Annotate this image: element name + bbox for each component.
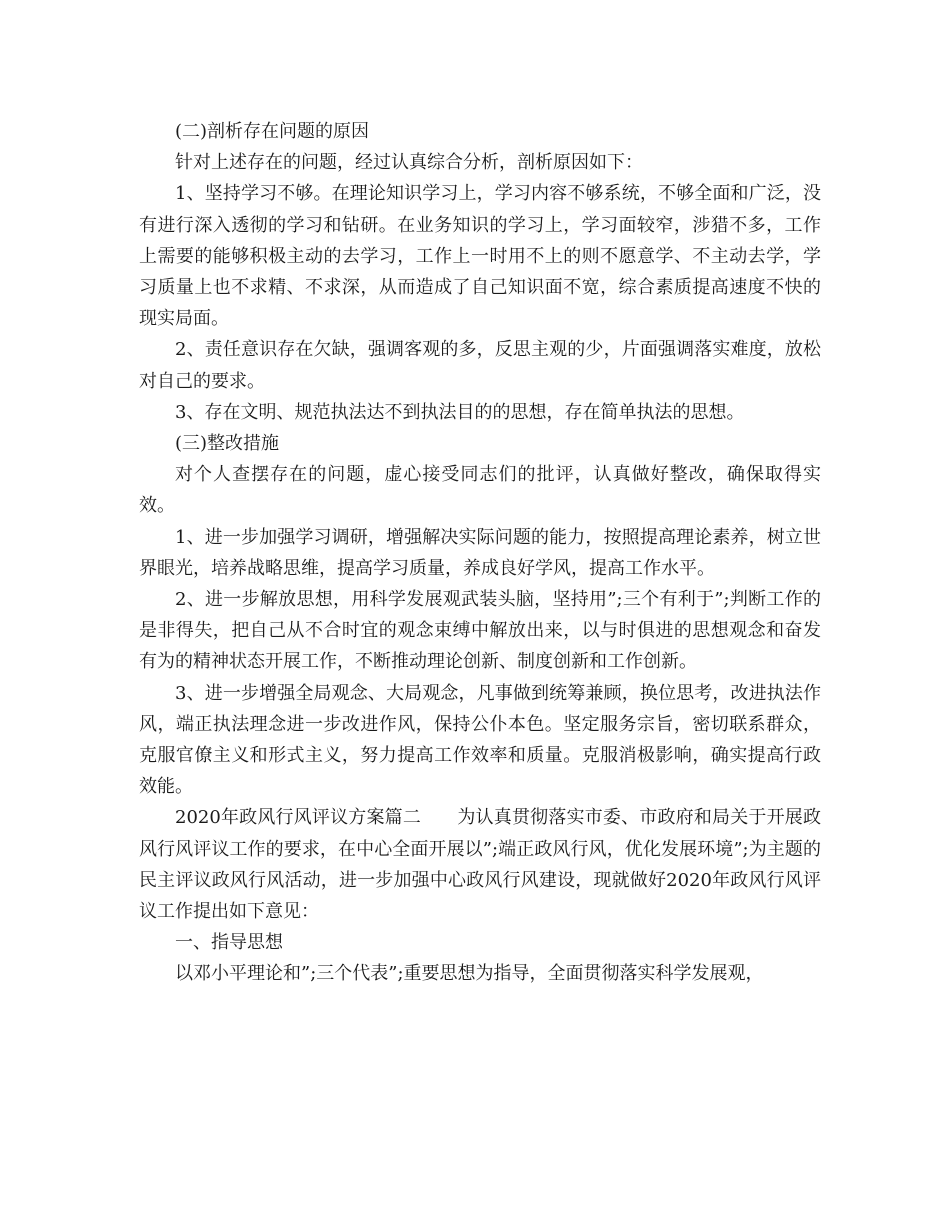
paragraph: 对个人查摆存在的问题，虚心接受同志们的批评，认真做好整改，确保取得实效。 [139, 464, 821, 517]
section-heading-guiding-thought: 一、指导思想 [175, 932, 283, 954]
paragraph: 2020年政风行风评议方案篇二 为认真贯彻落实市委、市政府和局关于开展政风行风评议工作的要求，在中心全面开展以”;端正政风行风，优化发展环境”;为主题的民主评议政风行风活动，进一步加强中心政风行风建设，现就做好2020年政风行风评议工作提出如下意见： [139, 807, 821, 923]
paragraph: 3、存在文明、规范执法达不到执法目的的思想，存在简单执法的思想。 [175, 401, 745, 423]
paragraph: 1、进一步加强学习调研，增强解决实际问题的能力，按照提高理论素养，树立世界眼光，培养战略思维，提高学习质量，养成良好学风，提高工作水平。 [139, 526, 821, 579]
paragraph: 3、进一步增强全局观念、大局观念，凡事做到统筹兼顾，换位思考，改进执法作风，端正执法理念进一步改进作风，保持公仆本色。坚定服务宗旨，密切联系群众，克服官僚主义和形式主义，努力提高工作效率和质量。克服消极影响，确实提高行政效能。 [139, 682, 821, 798]
paragraph: 1、坚持学习不够。在理论知识学习上，学习内容不够系统，不够全面和广泛，没有进行深入透彻的学习和钻研。在业务知识的学习上，学习面较窄，涉猎不多，工作上需要的能够积极主动的去学习，工作上一时用不上的则不愿意学、不主动去学，学习质量上也不求精、不求深，从而造成了自己知识面不宽，综合素质提高速度不快的现实局面。 [139, 183, 821, 330]
paragraph: 针对上述存在的问题，经过认真综合分析，剖析原因如下： [175, 152, 643, 174]
document-body [139, 116, 821, 990]
section-heading-causes: (二)剖析存在问题的原因 [175, 121, 370, 142]
section-heading-measures: (三)整改措施 [175, 433, 280, 455]
paragraph: 以邓小平理论和”;三个代表”;重要思想为指导，全面贯彻落实科学发展观， [175, 963, 764, 985]
paragraph: 2、进一步解放思想，用科学发展观武装头脑，坚持用”;三个有利于”;判断工作的是非得失，把自己从不合时宜的观念束缚中解放出来，以与时俱进的思想观念和奋发有为的精神状态开展工作，不断推动理论创新、制度创新和工作创新。 [139, 589, 821, 673]
paragraph: 2、责任意识存在欠缺，强调客观的多，反思主观的少，片面强调落实难度，放松对自己的要求。 [139, 339, 821, 392]
